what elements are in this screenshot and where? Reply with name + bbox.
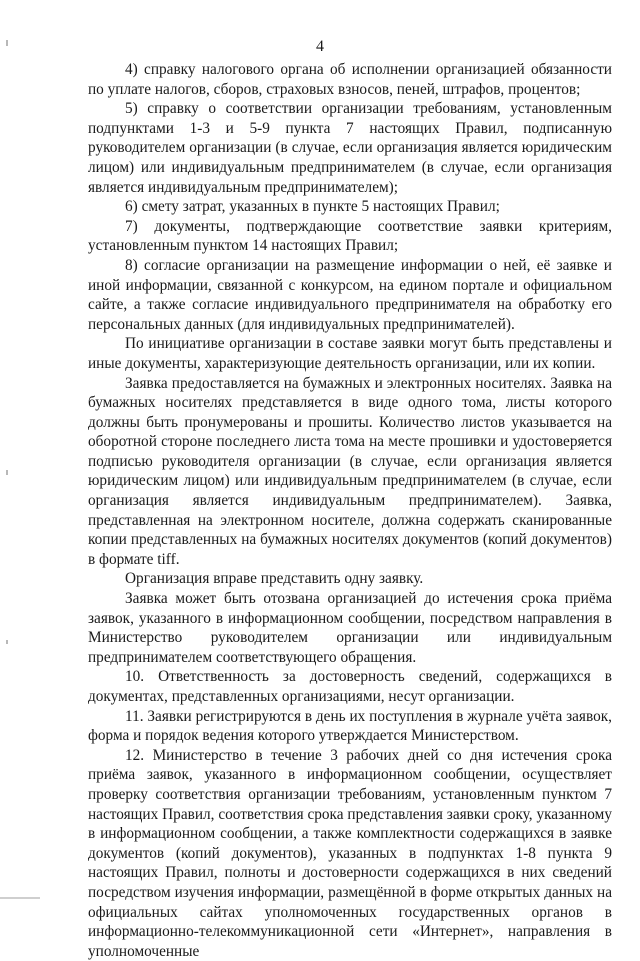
- binding-mark: [6, 470, 8, 475]
- binding-mark: [6, 640, 8, 644]
- paragraph-item-8: 8) согласие организации на размещение информации о ней, её заявке и иной информации, связанной с конкурсом, на едином портале и официальном сайте, а также согласие индивидуального предпринимателя на обработку его персональных данных (для индивидуальных предпринимателей).: [88, 256, 612, 333]
- page-number: 4: [316, 38, 324, 55]
- paragraph-one-application: Организация вправе представить одну заявку.: [125, 570, 424, 588]
- paragraph-withdrawal: Заявка может быть отозвана организацией до истечения срока приёма заявок, указанного в информационном сообщении, посредством направления в Министерство руководителем организации или индивидуальным предпринимателем соответствующего обращения.: [88, 590, 612, 666]
- paragraph-item-5: 5) справку о соответствии организации требованиям, установленным подпунктами 1-3 и 5-9 пункта 7 настоящих Правил, подписанную руководителем организации (в случае, если организация является юридическим лицом) или индивидуальным предпринимателем (в случае, если организация является индивидуальным предпринимателем);: [88, 100, 612, 196]
- paragraph-section-10: 10. Ответственность за достоверность сведений, содержащихся в документах, представленных организациями, несут организации.: [88, 668, 612, 705]
- paragraph-item-7: 7) документы, подтверждающие соответствие заявки критериям, установленным пунктом 14 настоящих Правил;: [88, 217, 612, 255]
- scan-edge-mark: [0, 897, 40, 899]
- paragraph-additional-documents: По инициативе организации в составе заявки могут быть представлены и иные документы, характеризующие деятельность организации, или их копии.: [88, 335, 612, 372]
- document-body: [88, 60, 612, 961]
- paragraph-submission-format: Заявка предоставляется на бумажных и электронных носителях. Заявка на бумажных носителях представляется в виде одного тома, листы которого должны быть пронумерованы и прошиты. Количество листов указывается на оборотной стороне последнего листа тома на месте прошивки и удостоверяется подписью руководителя организации (в случае, если организация является юридическим лицом) или индивидуальным предпринимателем (в случае, если организация является индивидуальным предпринимателем). Заявка, представленная на электронном носителе, должна содержать сканированные копии представленных на бумажных носителях документов (копий документов) в формате tiff.: [88, 374, 612, 568]
- paragraph-item-4: 4) справку налогового органа об исполнении организацией обязанности по уплате налогов, сборов, страховых взносов, пеней, штрафов, процентов;: [88, 61, 612, 98]
- paragraph-item-6: 6) смету затрат, указанных в пункте 5 настоящих Правил;: [125, 198, 500, 216]
- paragraph-section-11: 11. Заявки регистрируются в день их поступления в журнале учёта заявок, форма и порядок ведения которого утверждается Министерством.: [88, 707, 612, 745]
- paragraph-section-12: 12. Министерство в течение 3 рабочих дней со дня истечения срока приёма заявок, указанного в информационном сообщении, осуществляет проверку соответствия организации требованиям, установленным пунктом 7 настоящих Правил, соответствия срока представления заявки сроку, указанному в информационном сообщении, а также комплектности содержащихся в заявке документов (копий документов), указанных в подпунктах 1-8 пункта 9 настоящих Правил, полноты и достоверности содержащихся в них сведений посредством изучения информации, размещённой в форме открытых данных на официальных сайтах уполномоченных государственных органов в информационно-телекоммуникационной сети «Интернет», направления в уполномоченные: [88, 746, 612, 960]
